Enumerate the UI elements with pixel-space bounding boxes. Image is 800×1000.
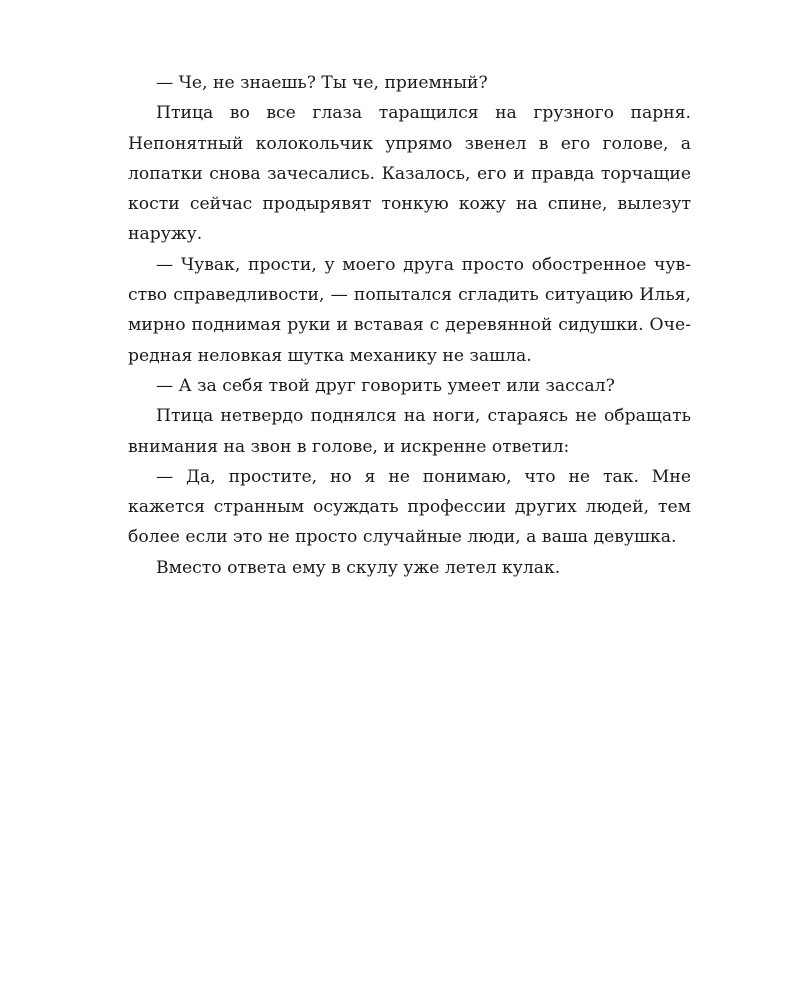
page-text (128, 68, 691, 583)
paragraph: Вместо ответа ему в скулу уже летел кулак. (156, 557, 561, 578)
paragraph: — А за себя твой друг говорить умеет или зассал? (156, 375, 615, 396)
paragraph: — Чувак, прости, у моего друга просто обостренное чувство справедливости, — попытался сгладить ситуацию Илья, мирно поднимая руки и вставая с деревянной сидушки. Очередная неловкая шутка механику не зашла. (128, 254, 691, 366)
paragraph: Птица во все глаза таращился на грузного парня. Непонятный колокольчик упрямо звенел в его голове, а лопатки снова зачесались. Казалось, его и правда торчащие кости сейчас продырявят тонкую кожу на спине, вылезут наружу. (128, 103, 691, 245)
paragraph: Птица нетвердо поднялся на ноги, стараясь не обращать внимания на звон в голове, и искренне ответил: (128, 406, 691, 457)
paragraph: — Да, простите, но я не понимаю, что не так. Мне кажется странным осуждать профессии других людей, тем более если это не просто случайные люди, а ваша девушка. (128, 466, 691, 548)
paragraph: — Че, не знаешь? Ты че, приемный? (156, 73, 488, 93)
